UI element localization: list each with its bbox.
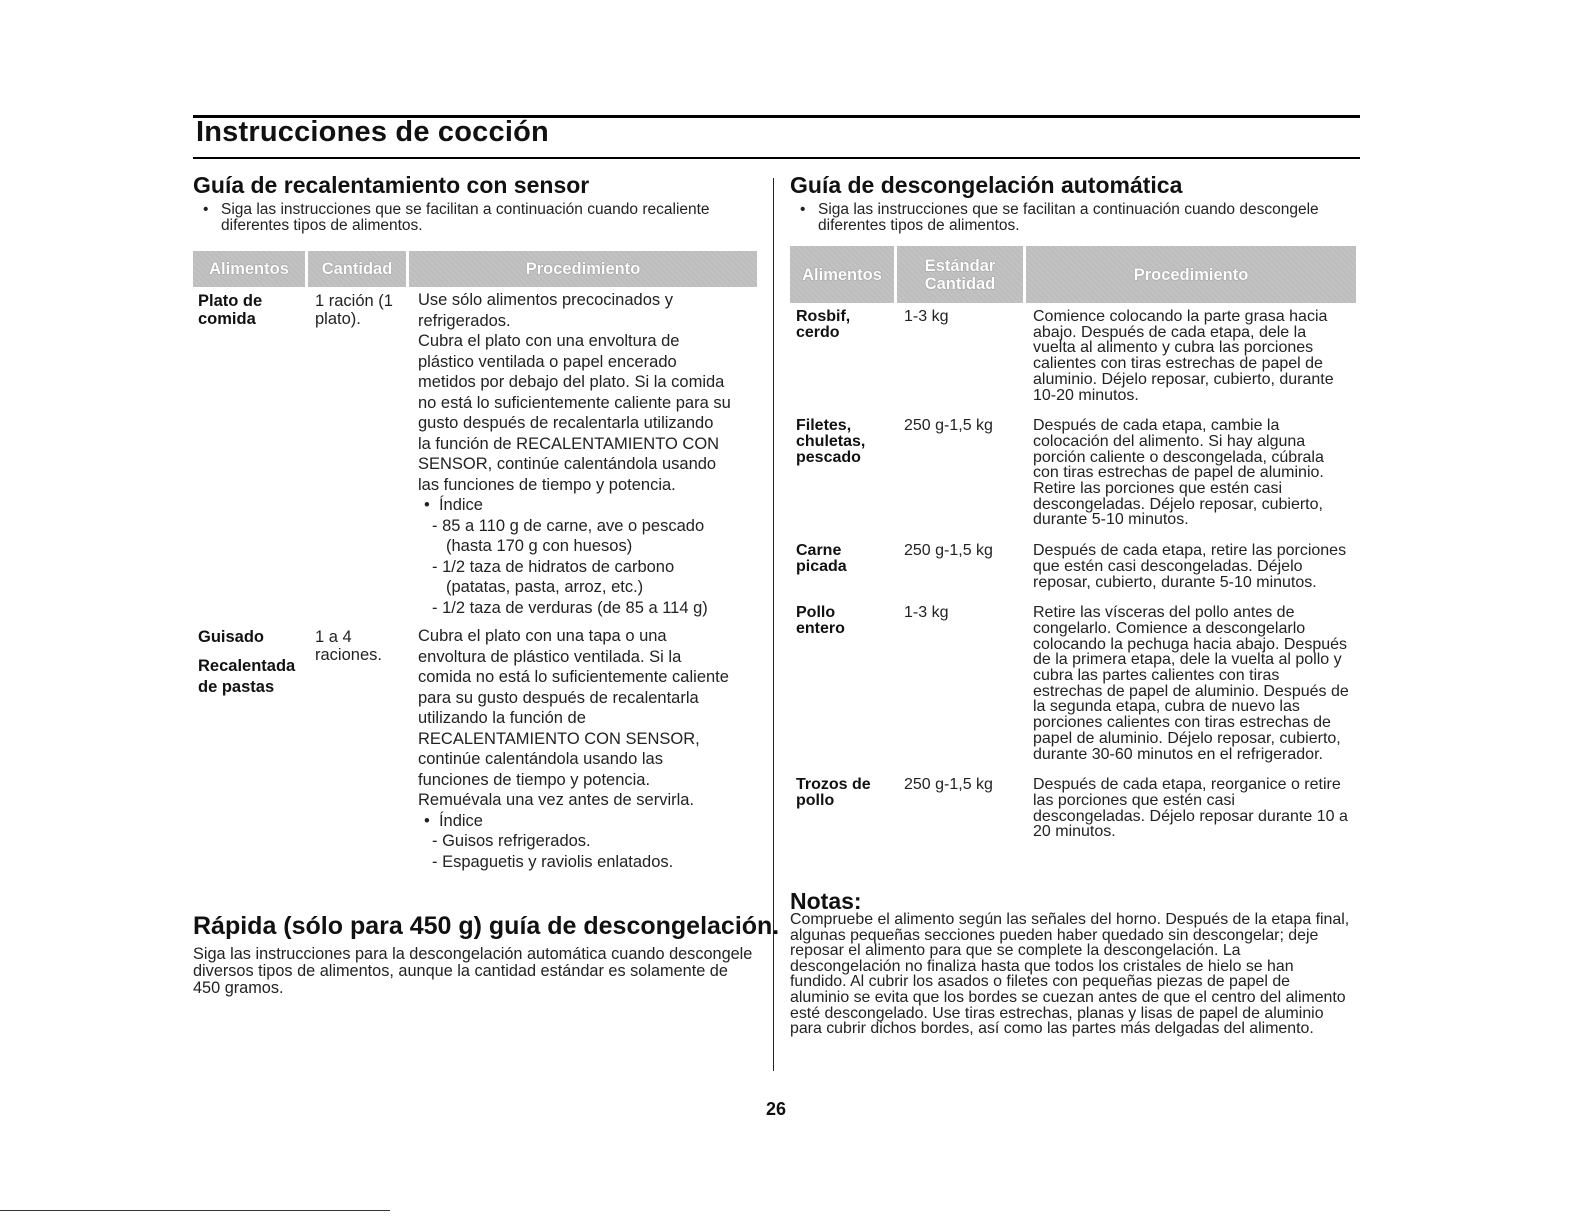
procedure-line: Remuévala una vez antes de servirla. [418, 791, 695, 809]
title-rule [193, 157, 1360, 159]
index-item: - Espaguetis y raviolis enlatados. [432, 852, 674, 871]
quantity: 1-3 kg [904, 604, 949, 622]
procedure-line: continúe calentándola usando las [418, 750, 663, 768]
procedure-line: refrigerados. [418, 311, 511, 330]
header-estandar-cantidad: Estándar Cantidad [897, 246, 1023, 303]
table-row [193, 618, 763, 872]
procedure: Retire las vísceras del pollo antes de congelarlo. Comience a descongelarlo colocando la pechuga hacia abajo. Después de la primera etapa, dele la vuelta al pollo y cubra las partes calientes con tiras estrechas de papel de aluminio. Después de la segunda etapa, cubra de nuevo las porciones calientes con tiras estrechas de papel de aluminio. Déjelo reposar, cubierto, durante 30-60 minutos en el refrigerador. [1033, 604, 1349, 763]
descong-heading: Guía de descongelación automática [790, 172, 1183, 198]
index-item: (hasta 170 g con huesos) [446, 537, 633, 555]
quantity: 250 g-1,5 kg [904, 417, 993, 435]
procedure [418, 626, 763, 872]
descong-intro [790, 202, 1360, 234]
table-row [790, 418, 1360, 543]
sensor-intro [193, 202, 763, 234]
header-alimentos: Alimentos [790, 246, 894, 303]
procedure-line: no está lo suficientemente caliente para su [418, 393, 731, 412]
notas-heading: Notas: [790, 888, 862, 914]
food-name: Trozos de pollo [796, 776, 871, 809]
footer-line [0, 1210, 390, 1211]
bullet-icon: • [424, 496, 439, 514]
header-procedimiento: Procedimiento [1026, 246, 1356, 303]
quantity: 250 g-1,5 kg [904, 776, 993, 794]
sensor-section [193, 172, 763, 872]
quantity: 1-3 kg [904, 308, 949, 325]
food-name: Rosbif, cerdo [796, 308, 851, 341]
descong-section [790, 172, 1360, 840]
table-row [790, 309, 1360, 418]
table-row [790, 605, 1360, 777]
index-bullet [418, 495, 763, 516]
quantity: 1 ración (1 plato). [315, 292, 393, 328]
procedure-line: plástico ventilada o papel encerado [418, 352, 677, 371]
index-item: - 1/2 taza de verduras (de 85 a 114 g) [432, 598, 708, 617]
table-row [790, 543, 1360, 605]
procedure-line: las funciones de tiempo y potencia. [418, 475, 676, 494]
procedure-line: comida no está lo suficientemente caliente [418, 668, 729, 686]
sensor-table [193, 290, 763, 872]
table-row [193, 290, 763, 618]
procedure [418, 290, 763, 618]
procedure-line: RECALENTAMIENTO CON SENSOR, [418, 729, 700, 748]
procedure-line: Cubra el plato con una envoltura de [418, 332, 680, 350]
procedure-line: para su gusto después de recalentarla [418, 688, 699, 707]
procedure-line: utilizando la función de [418, 709, 586, 727]
descong-intro-text: Siga las instrucciones que se facilitan a continuación cuando descongele diferentes tipos de alimentos. [818, 201, 1319, 234]
procedure: Después de cada etapa, cambie la colocación del alimento. Si hay alguna porción caliente o descongelada, cúbrala con tiras estrechas de papel de aluminio. Retire las porciones que estén casi descongeladas. Déjelo reposar, cubierto, durante 5-10 minutos. [1033, 417, 1324, 529]
table-row [790, 777, 1360, 840]
index-item: (patatas, pasta, arroz, etc.) [446, 578, 644, 596]
procedure: Comience colocando la parte grasa hacia abajo. Después de cada etapa, dele la vuelta al alimento y cubra las porciones calientes con tiras estrechas de papel de aluminio. Déjelo reposar, cubierto, durante 10-20 minutos. [1033, 308, 1334, 404]
procedure: Después de cada etapa, retire las porciones que estén casi descongeladas. Déjelo reposar, cubierto, durante 5-10 minutos. [1033, 542, 1347, 591]
procedure-line: gusto después de recalentarla utilizando [418, 414, 714, 432]
procedure-line: funciones de tiempo y potencia. [418, 770, 651, 789]
index-item: - 1/2 taza de hidratos de carbono [432, 557, 675, 576]
rapida-heading: Rápida (sólo para 450 g) guía de descongelación. [193, 912, 780, 940]
procedure-line: SENSOR, continúe calentándola usando [418, 455, 717, 473]
header-cantidad: Cantidad [308, 251, 406, 287]
page-title: Instrucciones de cocción [196, 116, 549, 148]
food-name: Guisado [198, 628, 265, 646]
header-procedimiento: Procedimiento [409, 251, 757, 287]
index-label: Índice [438, 496, 483, 514]
procedure-line: envoltura de plástico ventilada. Si la [418, 647, 682, 666]
page-number: 26 [766, 1099, 787, 1119]
sensor-heading: Guía de recalentamiento con sensor [193, 172, 590, 198]
sensor-table-header [193, 251, 763, 287]
rapida-text: Siga las instrucciones para la descongelación automática cuando descongele diversos tipos de alimentos, aunque la cantidad estándar es solamente de 450 gramos. [193, 945, 753, 997]
bullet-icon: • [424, 811, 439, 830]
index-item: - Guisos refrigerados. [432, 832, 591, 850]
food-name: Plato de comida [198, 292, 263, 328]
index-item: - 85 a 110 g de carne, ave o pescado [432, 516, 705, 535]
bullet-icon: • [203, 201, 209, 218]
food-name: Filetes, chuletas, pescado [796, 417, 866, 466]
food-name: Carne picada [796, 542, 847, 575]
procedure-line: Use sólo alimentos precocinados y [418, 291, 673, 309]
index-label: Índice [438, 811, 483, 830]
notas-text: Compruebe el alimento según las señales del horno. Después de la etapa final, algunas pequeñas secciones pueden haber quedado sin descongelar; deje reposar el alimento para que se complete la descongelación. La descongelación no finaliza hasta que todos los cristales de hielo se han fundido. Al cubrir los asados o filetes con pequeñas piezas de papel de aluminio se evita que los bordes se cuezan antes de que el centro del alimento esté descongelado. Use tiras estrechas, planas y lisas de papel de aluminio para cubrir dichos bordes, así como las partes más delgadas del alimento. [790, 911, 1350, 1038]
bullet-icon: • [800, 201, 806, 218]
procedure-line: la función de RECALENTAMIENTO CON [418, 434, 720, 453]
procedure-line: metidos por debajo del plato. Si la comida [418, 373, 725, 391]
procedure-line: Cubra el plato con una tapa o una [418, 627, 667, 645]
quantity: 1 a 4 raciones. [315, 628, 382, 664]
header-alimentos: Alimentos [193, 251, 305, 287]
sensor-intro-text: Siga las instrucciones que se facilitan a continuación cuando recaliente diferentes tipos de alimentos. [221, 201, 710, 234]
index-bullet [418, 811, 763, 832]
food-name: Recalentada de pastas [198, 657, 296, 696]
descong-table-header [790, 246, 1360, 303]
procedure: Después de cada etapa, reorganice o retire las porciones que estén casi descongeladas. Déjelo reposar durante 10 a 20 minutos. [1033, 776, 1348, 841]
quantity: 250 g-1,5 kg [904, 542, 993, 560]
food-name: Pollo entero [796, 604, 845, 637]
descong-table [790, 309, 1360, 840]
